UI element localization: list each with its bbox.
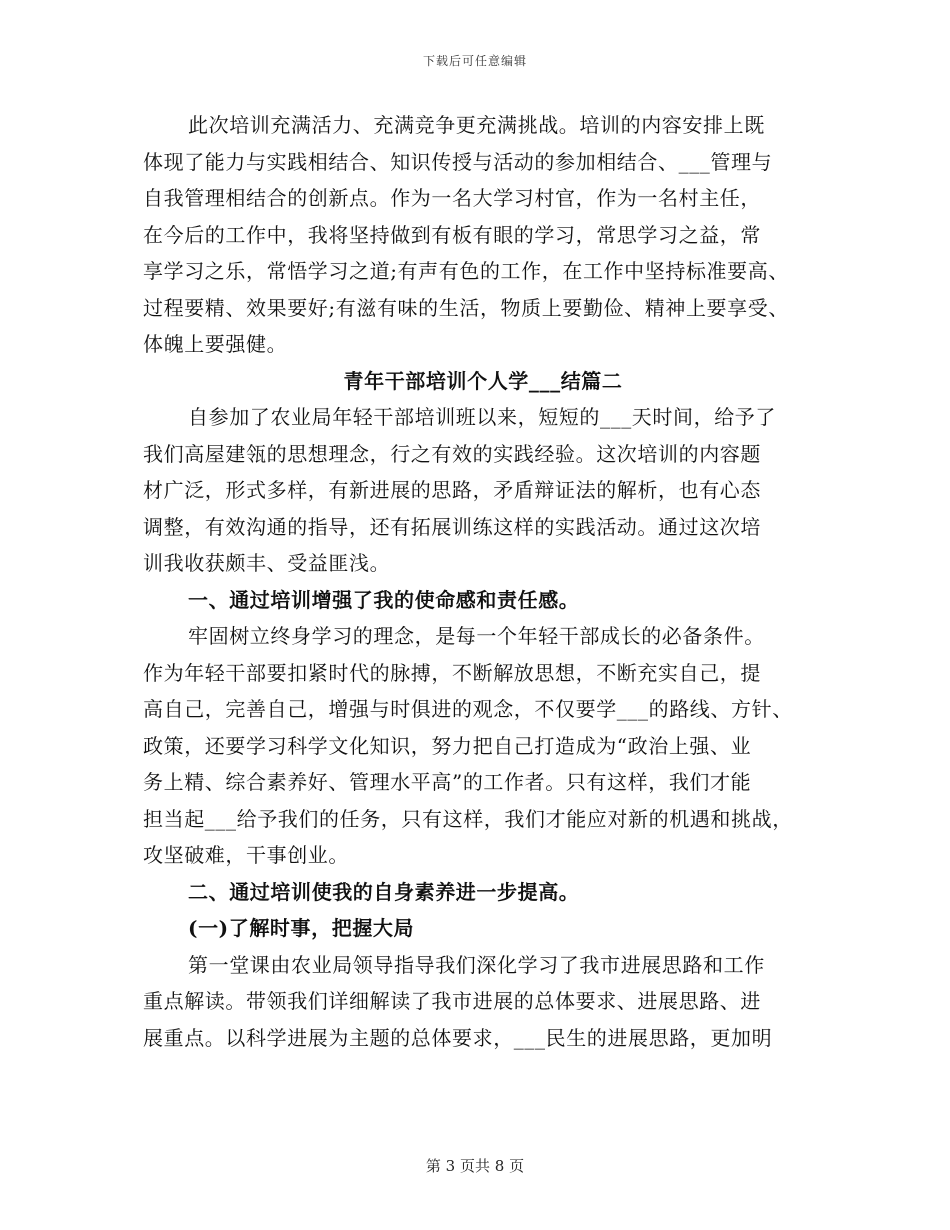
text-line: 自我管理相结合的创新点。作为一名大学习村官，作为一名村主任， bbox=[143, 186, 761, 210]
text-line: 此次培训充满活力、充满竞争更充满挑战。培训的内容安排上既 bbox=[188, 113, 765, 137]
text-line: 体现了能力与实践相结合、知识传授与活动的参加相结合、___管理与 bbox=[143, 149, 773, 174]
text-line: 训我收获颇丰、受益匪浅。 bbox=[143, 551, 391, 575]
page-footer: 第 3 页共 8 页 bbox=[425, 1157, 525, 1175]
heading-3: (一)了解时事，把握大局 bbox=[188, 916, 415, 940]
text-line: 体魄上要强健。 bbox=[143, 332, 288, 356]
text-line: 展重点。以科学进展为主题的总体要求，___民生的进展思路，更加明 bbox=[143, 1025, 773, 1050]
heading-2: 二、通过培训使我的自身素养进一步提高。 bbox=[188, 879, 580, 904]
text-line: 调整，有效沟通的指导，还有拓展训练这样的实践活动。通过这次培 bbox=[143, 514, 761, 539]
document-body bbox=[143, 107, 823, 1056]
paragraph bbox=[143, 947, 823, 1057]
page-header: 下载后可任意编辑 bbox=[422, 54, 527, 68]
text-line: 我们高屋建瓴的思想理念，行之有效的实践经验。这次培训的内容题 bbox=[143, 441, 761, 466]
text-line: 第一堂课由农业局领导指导我们深化学习了我市进展思路和工作 bbox=[188, 952, 765, 977]
text-line: 担当起___给予我们的任务，只有这样，我们才能应对新的机遇和挑战， bbox=[143, 806, 793, 831]
text-line: 务上精、综合素养好、管理水平高”的工作者。只有这样，我们才能 bbox=[143, 770, 752, 794]
text-line: 高自己，完善自己，增强与时俱进的观念，不仅要学___的路线、方针、 bbox=[143, 697, 793, 721]
text-line: 在今后的工作中，我将坚持做到有板有眼的学习，常思学习之益，常 bbox=[143, 222, 761, 247]
text-line: 自参加了农业局年轻干部培训班以来，短短的___天时间，给予了 bbox=[188, 405, 776, 429]
text-line: 过程要精、效果要好;有滋有味的生活，物质上要勤俭、精神上要享受、 bbox=[143, 295, 789, 320]
heading-1: 一、通过培训增强了我的使命感和责任感。 bbox=[188, 587, 580, 612]
paragraph bbox=[143, 399, 823, 582]
text-line: 作为年轻干部要扣紧时代的脉搏，不断解放思想，不断充实自己，提 bbox=[143, 660, 761, 685]
section-title: 青年干部培训个人学___结篇二 bbox=[343, 368, 623, 393]
text-line: 攻坚破难，干事创业。 bbox=[143, 843, 349, 867]
text-line: 享学习之乐，常悟学习之道;有声有色的工作，在工作中坚持标准要高、 bbox=[143, 259, 789, 283]
text-line: 牢固树立终身学习的理念，是每一个年轻干部成长的必备条件。 bbox=[188, 624, 765, 648]
paragraph bbox=[143, 107, 823, 363]
text-line: 材广泛，形式多样，有新进展的思路，矛盾辩证法的解析，也有心态 bbox=[143, 478, 761, 502]
text-line: 重点解读。带领我们详细解读了我市进展的总体要求、进展思路、进 bbox=[143, 989, 761, 1013]
paragraph bbox=[143, 618, 823, 874]
text-line: 政策，还要学习科学文化知识，努力把自己打造成为“政治上强、业 bbox=[143, 733, 752, 758]
